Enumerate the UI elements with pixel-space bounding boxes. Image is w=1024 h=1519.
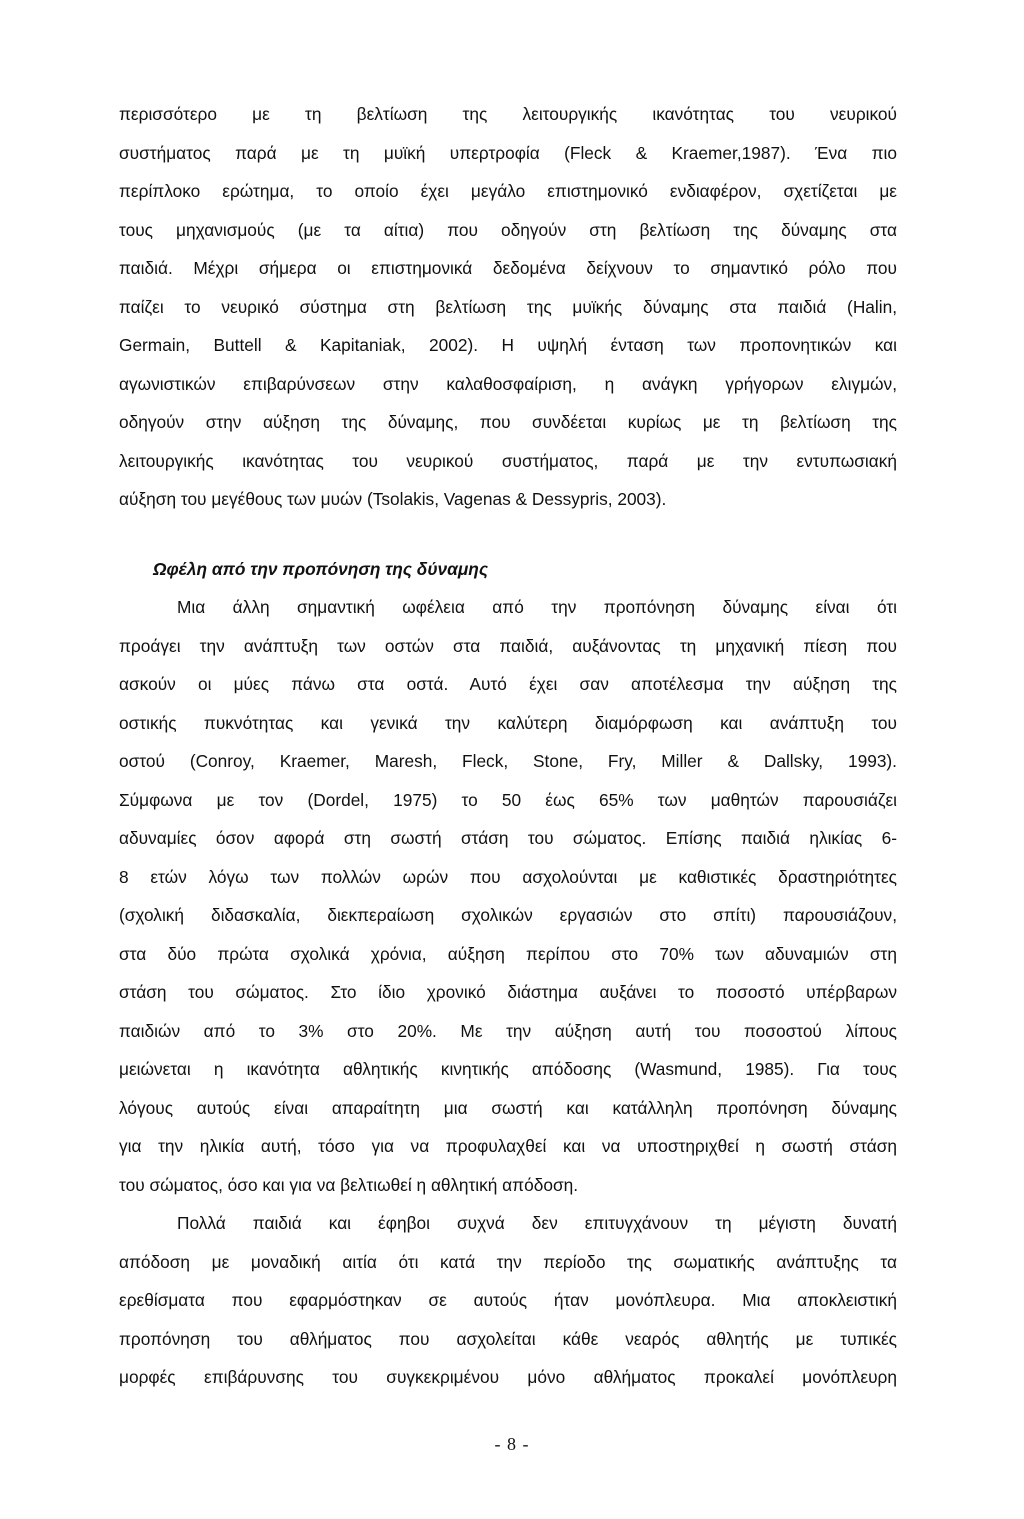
text-line: μειώνεται η ικανότητα αθλητικής κινητικής απόδοσης (Wasmund, 1985). Για τους [119, 1059, 897, 1079]
text-line: ασκούν οι μύες πάνω στα οστά. Αυτό έχει σαν αποτέλεσμα την αύξηση της [119, 674, 897, 694]
text-line: περισσότερο με τη βελτίωση της λειτουργικής ικανότητας του νευρικού [119, 104, 897, 124]
text-line: συστήματος παρά με τη μυϊκή υπερτροφία (Fleck & Kraemer,1987). Ένα πιο [119, 142, 897, 163]
text-line: του σώματος, όσο και για να βελτιωθεί η αθλητική απόδοση. [119, 1174, 579, 1195]
text-line: Μια άλλη σημαντική ωφέλεια από την προπόνηση δύναμης είναι ότι [177, 597, 897, 617]
text-line: 8 ετών λόγω των πολλών ωρών που ασχολούνται με καθιστικές δραστηριότητες [119, 866, 897, 887]
text-line: οδηγούν στην αύξηση της δύναμης, που συνδέεται κυρίως με τη βελτίωση της [119, 412, 897, 432]
section-heading: Ωφέλη από την προπόνηση της δύναμης [153, 558, 489, 579]
text-line: οστού (Conroy, Kraemer, Maresh, Fleck, Stone, Fry, Miller & Dallsky, 1993). [119, 751, 897, 771]
text-line: περίπλοκο ερώτημα, το οποίο έχει μεγάλο επιστημονικό ενδιαφέρον, σχετίζεται με [119, 181, 897, 201]
text-line: Πολλά παιδιά και έφηβοι συχνά δεν επιτυγχάνουν τη μέγιστη δυνατή [177, 1213, 897, 1233]
text-line: παίζει το νευρικό σύστημα στη βελτίωση της μυϊκής δύναμης στα παιδιά (Halin, [119, 296, 897, 317]
text-line: μορφές επιβάρυνσης του συγκεκριμένου μόνο αθλήματος προκαλεί μονόπλευρη [119, 1367, 897, 1387]
text-line: Germain, Buttell & Kapitaniak, 2002). Η υψηλή ένταση των προπονητικών και [119, 335, 897, 355]
text-line: Σύμφωνα με τον (Dordel, 1975) το 50 έως 65% των μαθητών παρουσιάζει [119, 789, 897, 810]
text-line: απόδοση με μοναδική αιτία ότι κατά την περίοδο της σωματικής ανάπτυξης τα [119, 1251, 897, 1272]
text-line: (σχολική διδασκαλία, διεκπεραίωση σχολικών εργασιών στο σπίτι) παρουσιάζουν, [119, 905, 897, 925]
text-line: αδυναμίες όσον αφορά στη σωστή στάση του σώματος. Επίσης παιδιά ηλικίας 6- [119, 828, 897, 848]
text-line: για την ηλικία αυτή, τόσο για να προφυλαχθεί και να υποστηριχθεί η σωστή στάση [119, 1136, 897, 1156]
text-line: ερεθίσματα που εφαρμόστηκαν σε αυτούς ήταν μονόπλευρα. Μια αποκλειστική [119, 1290, 897, 1310]
text-line: οστικής πυκνότητας και γενικά την καλύτερη διαμόρφωση και ανάπτυξη του [119, 712, 897, 733]
text-line: προπόνηση του αθλήματος που ασχολείται κάθε νεαρός αθλητής με τυπικές [119, 1328, 897, 1349]
paragraph-gap [119, 519, 897, 550]
text-line: τους μηχανισμούς (με τα αίτια) που οδηγούν στη βελτίωση της δύναμης στα [119, 219, 897, 240]
text-line: στα δύο πρώτα σχολικά χρόνια, αύξηση περίπου στο 70% των αδυναμιών στη [119, 943, 897, 964]
text-line: λόγους αυτούς είναι απαραίτητη μια σωστή και κατάλληλη προπόνηση δύναμης [119, 1097, 897, 1118]
text-line: αγωνιστικών επιβαρύνσεων στην καλαθοσφαίριση, η ανάγκη γρήγορων ελιγμών, [119, 373, 897, 394]
text-line: στάση του σώματος. Στο ίδιο χρονικό διάστημα αυξάνει το ποσοστό υπέρβαρων [119, 982, 897, 1002]
paragraph-1 [119, 95, 897, 519]
text-line: παιδιών από το 3% στο 20%. Με την αύξηση αυτή του ποσοστού λίπους [119, 1020, 897, 1041]
text-line: προάγει την ανάπτυξη των οστών στα παιδιά, αυξάνοντας τη μηχανική πίεση που [119, 635, 897, 656]
text-line: λειτουργικής ικανότητας του νευρικού συστήματος, παρά με την εντυπωσιακή [119, 450, 897, 471]
document-page [119, 95, 897, 1397]
paragraph-3 [119, 1204, 897, 1397]
text-line: αύξηση του μεγέθους των μυών (Tsolakis, Vagenas & Dessypris, 2003). [119, 489, 667, 509]
paragraph-2 [119, 588, 897, 1204]
page-number: - 8 - [494, 1434, 530, 1454]
text-line: παιδιά. Μέχρι σήμερα οι επιστημονικά δεδομένα δείχνουν το σημαντικό ρόλο που [119, 258, 897, 278]
